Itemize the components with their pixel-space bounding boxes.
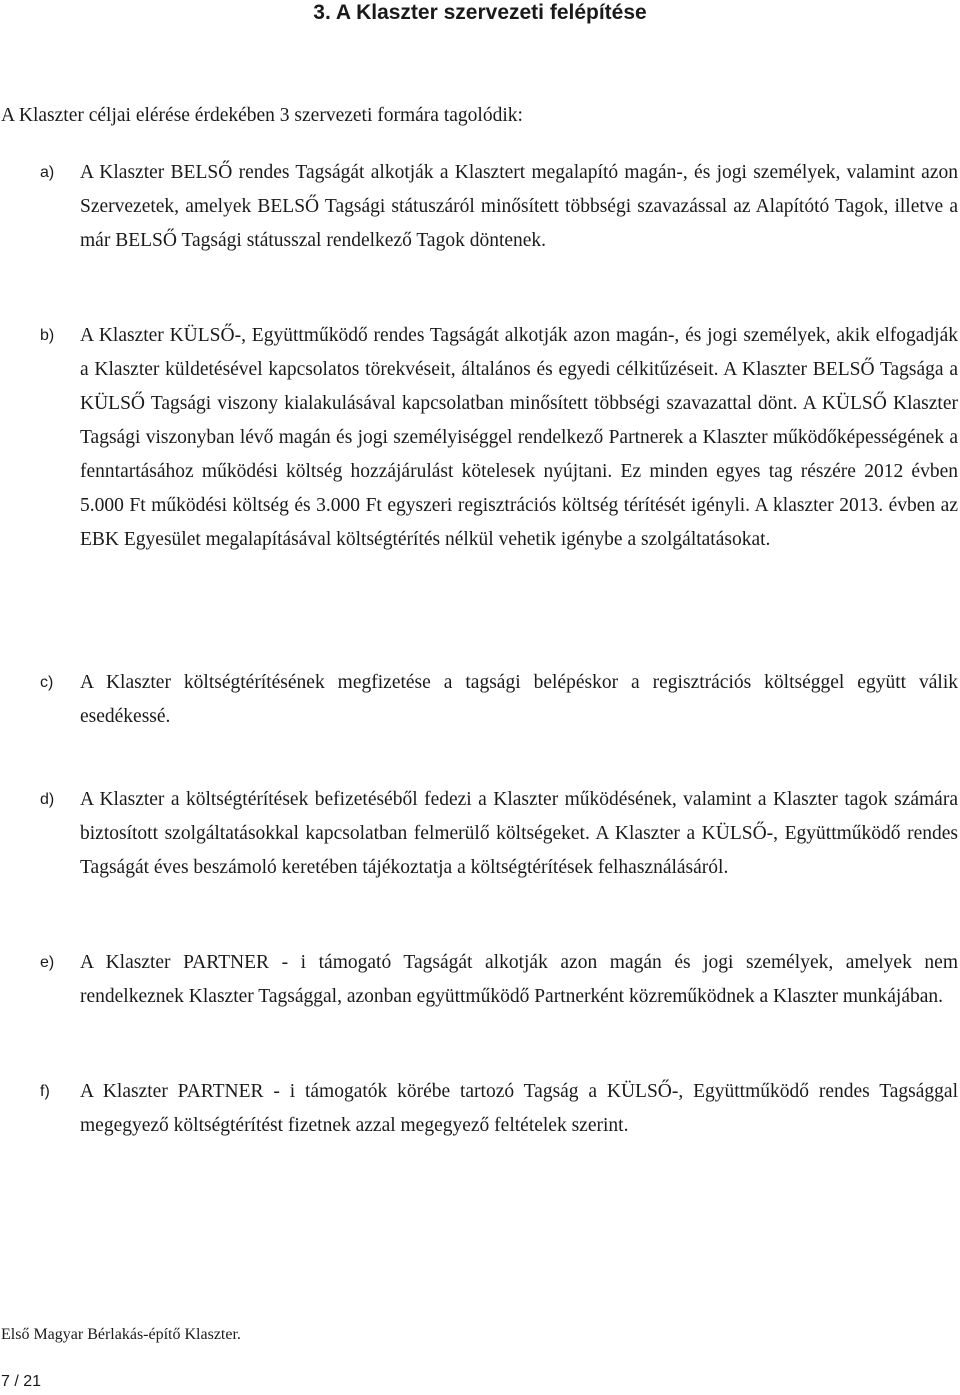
list-marker: c) xyxy=(40,674,54,691)
intro-paragraph: A Klaszter céljai elérése érdekében 3 szervezeti formára tagolódik: xyxy=(1,105,523,126)
footer-organization: Első Magyar Bérlakás-építő Klaszter. xyxy=(1,1326,241,1343)
list-item-text: A Klaszter PARTNER - i támogató Tagságát alkotják azon magán és jogi személyek, amelyek nem rendelkeznek Klaszter Tagsággal, azonban együttműködő Partnerként közreműködnek a Klaszter munkájában. xyxy=(80,952,958,1007)
section-heading: 3. A Klaszter szervezeti felépítése xyxy=(313,1,647,24)
list-marker: f) xyxy=(40,1083,50,1100)
list-marker: b) xyxy=(40,327,55,344)
list-item-text: A Klaszter PARTNER - i támogatók körébe tartozó Tagság a KÜLSŐ-, Együttműködő rendes Tagsággal megegyező költségtérítést fizetnek azzal megegyező feltételek szerint. xyxy=(80,1081,958,1136)
list-item-text: A Klaszter KÜLSŐ-, Együttműködő rendes Tagságát alkotják azon magán-, és jogi személyek, akik elfogadják a Klaszter küldetésével kapcsolatos törekvéseit, általános és egyedi célkitűzéseit. A Klaszter BELSŐ Tagsága a KÜLSŐ Tagsági viszony kialakulásával kapcsolatban minősített többségi szavazattal dönt. A KÜLSŐ Klaszter Tagsági viszonyban lévő magán és jogi személyiséggel rendelkező Partnerek a Klaszter működőképességének a fenntartásához működési költség hozzájárulást kötelesek nyújtani. Ez minden egyes tag részére 2012 évben 5.000 Ft működési költség és 3.000 Ft egyszeri regisztrációs költség térítését igényli. A klaszter 2013. évben az EBK Egyesület megalapításával költségtérítés nélkül vehetik igénybe a szolgáltatásokat. xyxy=(80,325,958,550)
list-item-text: A Klaszter a költségtérítések befizetéséből fedezi a Klaszter működésének, valamint a Klaszter tagok számára biztosított szolgáltatásokkal kapcsolatban felmerülő költségeket. A Klaszter a KÜLSŐ-, Együttműködő rendes Tagságát éves beszámoló keretében tájékoztatja a költségtérítések felhasználásáról. xyxy=(80,789,958,878)
list-marker: a) xyxy=(40,164,55,181)
list-item-text: A Klaszter költségtérítésének megfizetése a tagsági belépéskor a regisztrációs költséggel együtt válik esedékessé. xyxy=(80,672,958,727)
page-number: 7 / 21 xyxy=(1,1373,42,1390)
list-marker: d) xyxy=(40,791,55,808)
list-marker: e) xyxy=(40,954,55,971)
list-item-text: A Klaszter BELSŐ rendes Tagságát alkotják a Klasztert megalapító magán-, és jogi személyek, valamint azon Szervezetek, amelyek BELSŐ Tagsági státuszáról minősített többségi szavazással az Alapítótó Tagok, illetve a már BELSŐ Tagsági státusszal rendelkező Tagok döntenek. xyxy=(80,162,958,251)
